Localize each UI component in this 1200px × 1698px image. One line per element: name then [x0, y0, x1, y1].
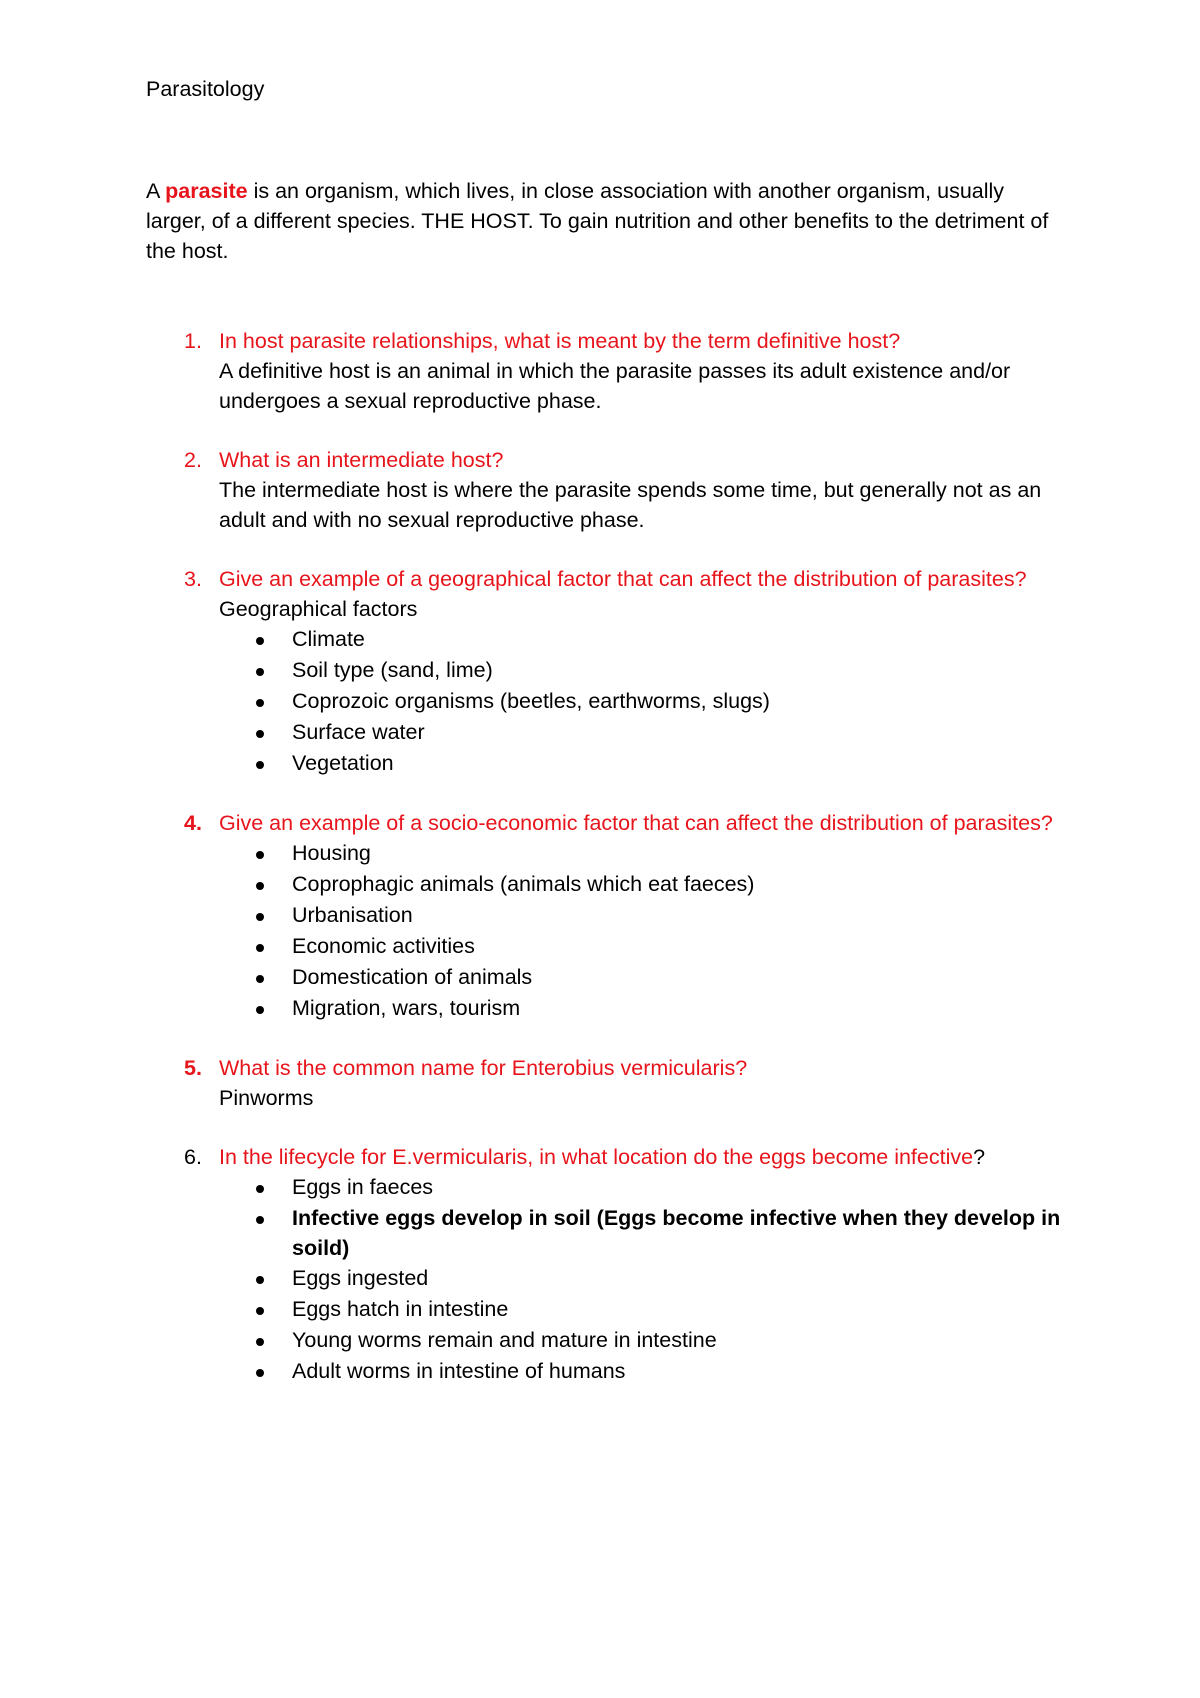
list-item: Housing: [219, 838, 1066, 869]
question-item-3: [146, 564, 1066, 779]
list-item: Eggs in faeces: [219, 1172, 1066, 1203]
list-item: Economic activities: [219, 931, 1066, 962]
list-item: Coprozoic organisms (beetles, earthworms, slugs): [219, 686, 1066, 717]
question-text: In host parasite relationships, what is meant by the term definitive host?: [219, 329, 901, 353]
list-item: Young worms remain and mature in intestine: [219, 1325, 1066, 1356]
question-list: [146, 326, 1066, 1416]
list-item: Coprophagic animals (animals which eat faeces): [219, 869, 1066, 900]
intro-text: is an organism, which lives, in close association with another organism, usually larger, of a different species. THE HOST. To gain nutrition and other benefits to the detriment of the host.: [146, 179, 1049, 263]
list-item: Adult worms in intestine of humans: [219, 1356, 1066, 1387]
question-text-end: ?: [973, 1145, 986, 1169]
list-item: Soil type (sand, lime): [219, 655, 1066, 686]
answer-text: The intermediate host is where the parasite spends some time, but generally not as an adult and with no sexual reproductive phase.: [219, 478, 1042, 532]
answer-text: Geographical factors: [219, 597, 418, 621]
intro-paragraph: [146, 176, 1066, 266]
question-item-1: [146, 326, 1066, 416]
question-text: Give an example of a geographical factor that can affect the distribution of parasites?: [219, 567, 1027, 591]
question-text-main: In the lifecycle for E.vermicularis, in what location do the eggs become infective: [219, 1145, 974, 1169]
list-item: Surface water: [219, 717, 1066, 748]
list-item: Vegetation: [219, 748, 1066, 779]
question-number: 6.: [184, 1145, 202, 1169]
question-number: 2.: [184, 448, 202, 472]
answer-text: Pinworms: [219, 1086, 314, 1110]
question-number: 5.: [184, 1056, 202, 1080]
list-item: Eggs ingested: [219, 1263, 1066, 1294]
question-text: What is an intermediate host?: [219, 448, 504, 472]
list-item: Infective eggs develop in soil (Eggs become infective when they develop in soild): [219, 1203, 1066, 1263]
list-item: Migration, wars, tourism: [219, 993, 1066, 1024]
question-item-5: [146, 1053, 1066, 1113]
list-item: Domestication of animals: [219, 962, 1066, 993]
list-item: Climate: [219, 624, 1066, 655]
answer-text: A definitive host is an animal in which the parasite passes its adult existence and/or undergoes a sexual reproductive phase.: [219, 359, 1011, 413]
question-number: 4.: [184, 811, 202, 835]
answer-bullets: [219, 838, 1066, 1024]
list-item: Eggs hatch in intestine: [219, 1294, 1066, 1325]
question-item-4: [146, 808, 1066, 1024]
question-text: Give an example of a socio-economic factor that can affect the distribution of parasites?: [219, 811, 1053, 835]
question-number: 1.: [184, 329, 202, 353]
question-item-2: [146, 445, 1066, 535]
intro-highlight: parasite: [165, 179, 248, 203]
answer-bullets: [219, 1172, 1066, 1387]
list-item: Urbanisation: [219, 900, 1066, 931]
question-number: 3.: [184, 567, 202, 591]
answer-bullets: [219, 624, 1066, 779]
intro-prefix: A: [146, 179, 166, 203]
question-text: What is the common name for Enterobius vermicularis?: [219, 1056, 748, 1080]
document-title: Parasitology: [146, 77, 265, 101]
question-text: [219, 1142, 1066, 1172]
question-item-6: [146, 1142, 1066, 1387]
